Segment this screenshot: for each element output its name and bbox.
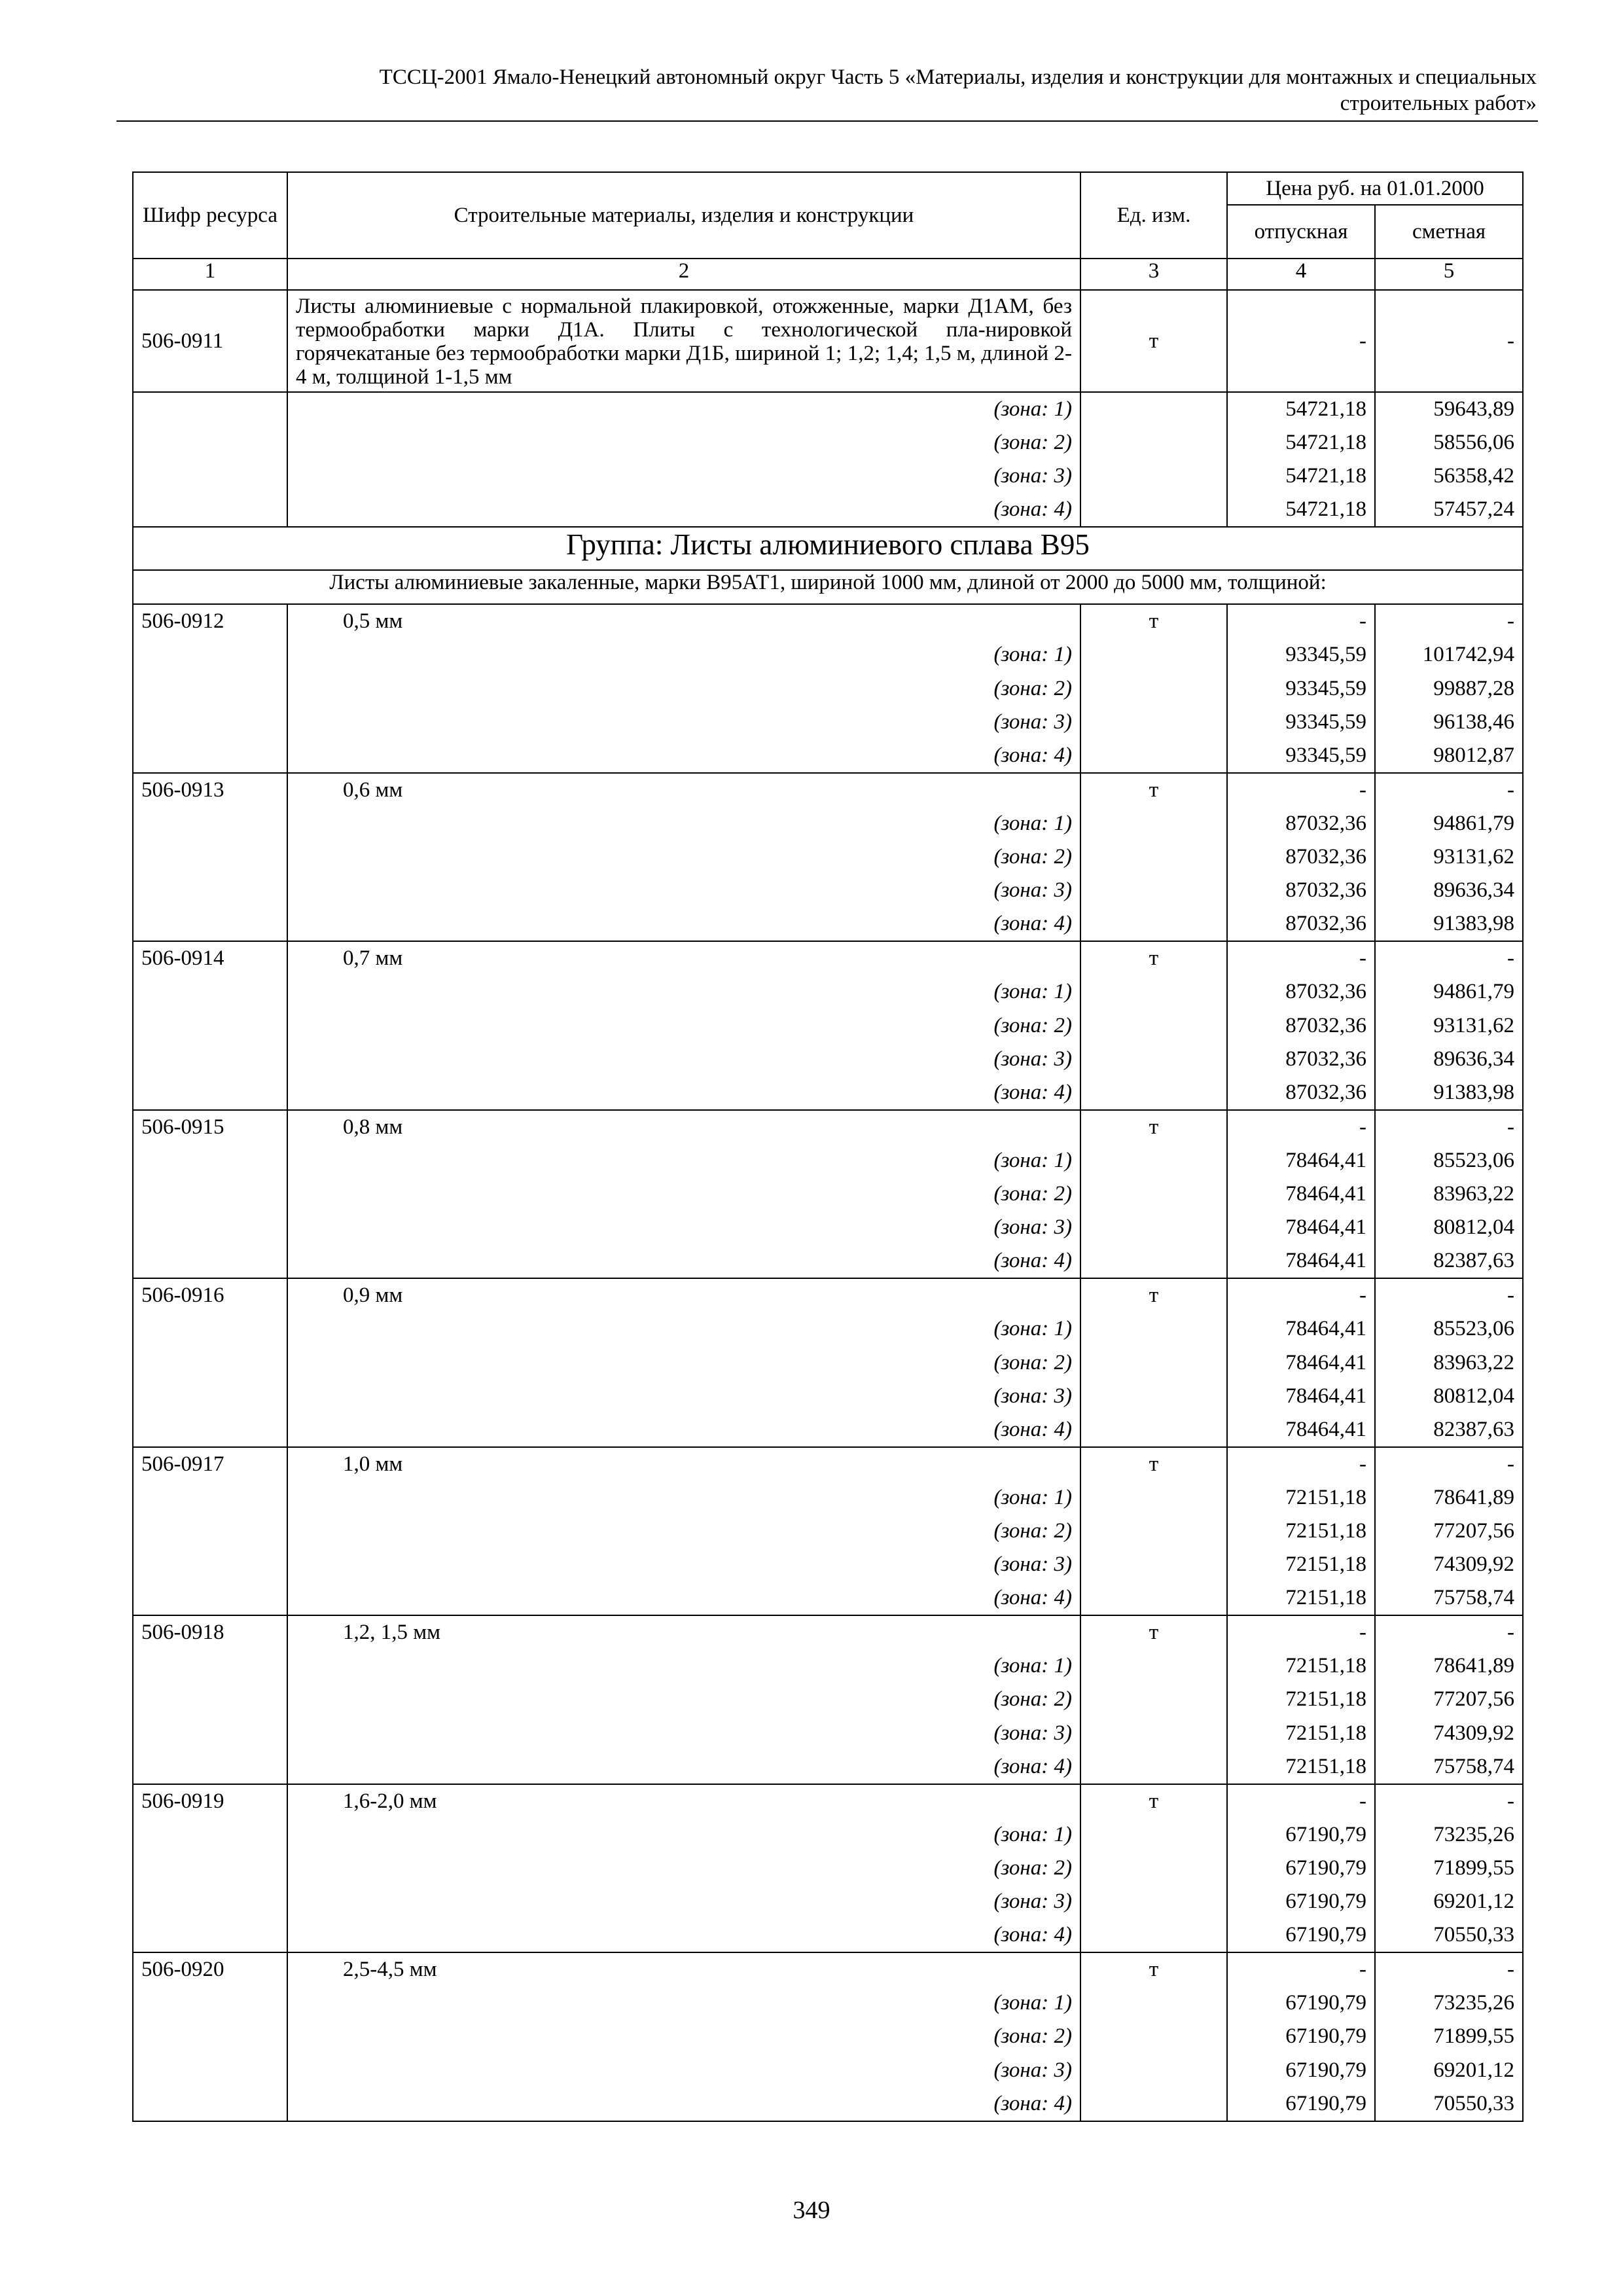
- zone-label: (зона: 2): [993, 1687, 1072, 1712]
- zone-label: (зона: 2): [993, 431, 1072, 455]
- zone-estimate-price: 70550,33: [1433, 1923, 1515, 1947]
- estimate-price: -: [1507, 946, 1515, 971]
- zone-estimate-price: 73235,26: [1433, 1991, 1515, 2015]
- zone-release-price: 93345,59: [1285, 676, 1366, 700]
- zone-release-price: 72151,18: [1285, 1721, 1366, 1745]
- column-header-price: Цена руб. на 01.01.2000: [1227, 172, 1523, 205]
- estimate-prices: [1375, 941, 1523, 1109]
- zone-estimate-price: 74309,92: [1433, 1552, 1515, 1577]
- zone-estimate-price: 80812,04: [1433, 1215, 1515, 1240]
- resource-code: 506-0912: [133, 604, 287, 772]
- zone-estimate-price: 94861,79: [1433, 811, 1515, 835]
- zone-label: (зона: 2): [993, 845, 1072, 869]
- zone-estimate-price: 75758,74: [1433, 1754, 1515, 1778]
- estimate-price: -: [1507, 1789, 1515, 1813]
- release-price: -: [1359, 946, 1366, 971]
- release-prices: [1227, 1278, 1375, 1446]
- zone-estimate-price: 85523,06: [1433, 1317, 1515, 1341]
- zone-label: (зона: 4): [993, 497, 1072, 522]
- zone-release-price: 67190,79: [1285, 1822, 1366, 1846]
- zone-label: (зона: 3): [993, 464, 1072, 488]
- table-row: [133, 773, 1523, 941]
- estimate-price: -: [1507, 1452, 1515, 1476]
- resource-code: 506-0919: [133, 1784, 287, 1952]
- material-description: 0,9 мм: [343, 1283, 403, 1308]
- release-price: -: [1359, 778, 1366, 802]
- zone-estimate-price: 78641,89: [1433, 1654, 1515, 1678]
- zone-label: (зона: 4): [993, 1754, 1072, 1778]
- release-prices: [1227, 1447, 1375, 1615]
- zone-estimate-price: 82387,63: [1433, 1417, 1515, 1441]
- table-row: [133, 1447, 1523, 1615]
- header-rule: [116, 120, 1538, 122]
- column-header-code: Шифр ресурса: [133, 172, 287, 259]
- material-description: 0,5 мм: [343, 609, 403, 634]
- zone-release-price: 67190,79: [1285, 2024, 1366, 2049]
- zone-estimate-price: 82387,63: [1433, 1249, 1515, 1273]
- zone-label: (зона: 1): [993, 1148, 1072, 1172]
- estimate-prices: [1375, 604, 1523, 772]
- resource-code: 506-0913: [133, 773, 287, 941]
- page-number: 349: [793, 2197, 830, 2224]
- unit-cell: т: [1080, 1784, 1227, 1952]
- zone-label: (зона: 1): [993, 397, 1072, 421]
- unit-cell: т: [1080, 773, 1227, 941]
- zone-estimate-price: 89636,34: [1433, 1047, 1515, 1071]
- zone-release-price: 72151,18: [1285, 1687, 1366, 1712]
- release-price: -: [1359, 1958, 1366, 1982]
- group-row: [133, 527, 1523, 570]
- zone-estimate-price: 91383,98: [1433, 912, 1515, 936]
- zone-estimate-price: 78641,89: [1433, 1485, 1515, 1509]
- zone-label: (зона: 1): [993, 643, 1072, 667]
- zone-estimate-price: 83963,22: [1433, 1182, 1515, 1206]
- estimate-price: -: [1507, 1115, 1515, 1139]
- column-number-row: [133, 259, 1523, 290]
- zone-release-price: 78464,41: [1285, 1417, 1366, 1441]
- material-cell: [287, 1278, 1080, 1446]
- zone-estimate-price: 85523,06: [1433, 1148, 1515, 1172]
- zone-release-price: 87032,36: [1285, 845, 1366, 869]
- zone-release-price: 87032,36: [1285, 811, 1366, 835]
- release-price: -: [1359, 1621, 1366, 1645]
- zone-label: (зона: 1): [993, 1317, 1072, 1341]
- zone-estimate-price: 59643,89: [1433, 397, 1515, 421]
- estimate-price: -: [1507, 1958, 1515, 1982]
- zone-release-prices: [1227, 392, 1375, 527]
- price-table: [132, 171, 1524, 2122]
- release-prices: [1227, 604, 1375, 772]
- zone-estimate-price: 58556,06: [1433, 431, 1515, 455]
- zone-label: (зона: 1): [993, 980, 1072, 1004]
- material-description: 1,2, 1,5 мм: [343, 1621, 441, 1645]
- zone-label: (зона: 4): [993, 1586, 1072, 1610]
- zone-estimate-price: 101742,94: [1422, 643, 1515, 667]
- table-row: [133, 1278, 1523, 1446]
- zone-label: (зона: 2): [993, 1013, 1072, 1037]
- estimate-prices: [1375, 1110, 1523, 1278]
- zone-label: (зона: 3): [993, 878, 1072, 903]
- resource-code: 506-0920: [133, 1952, 287, 2121]
- zone-estimate-price: 77207,56: [1433, 1518, 1515, 1543]
- header-line-1: ТССЦ-2001 Ямало-Ненецкий автономный округ Часть 5 «Материалы, изделия и конструкции для монтажных и специальных: [379, 65, 1537, 89]
- zone-estimate-price: 56358,42: [1433, 464, 1515, 488]
- estimate-prices: [1375, 1784, 1523, 1952]
- zone-label: (зона: 4): [993, 912, 1072, 936]
- column-header-estimate: сметная: [1375, 205, 1523, 259]
- resource-code: 506-0914: [133, 941, 287, 1109]
- zone-release-price: 67190,79: [1285, 1856, 1366, 1880]
- zone-estimate-price: 69201,12: [1433, 1890, 1515, 1914]
- table-row: [133, 604, 1523, 772]
- release-prices: [1227, 1110, 1375, 1278]
- estimate-price: -: [1507, 609, 1515, 634]
- zone-label: (зона: 2): [993, 676, 1072, 700]
- zone-estimate-price: 89636,34: [1433, 878, 1515, 903]
- resource-code: 506-0915: [133, 1110, 287, 1278]
- zone-release-price: 67190,79: [1285, 1923, 1366, 1947]
- zone-release-price: 87032,36: [1285, 878, 1366, 903]
- zone-release-price: 54721,18: [1285, 497, 1366, 522]
- items-body: [133, 604, 1523, 2121]
- column-header-release: отпускная: [1227, 205, 1375, 259]
- zone-release-price: 67190,79: [1285, 1991, 1366, 2015]
- zone-release-price: 78464,41: [1285, 1350, 1366, 1374]
- release-price: -: [1359, 1283, 1366, 1308]
- zone-label: (зона: 1): [993, 1822, 1072, 1846]
- release-prices: [1227, 941, 1375, 1109]
- zone-release-price: 54721,18: [1285, 464, 1366, 488]
- page-header: [116, 64, 1537, 117]
- release-price: -: [1359, 1115, 1366, 1139]
- zone-estimate-price: 77207,56: [1433, 1687, 1515, 1712]
- zone-release-price: 87032,36: [1285, 1013, 1366, 1037]
- column-number: 3: [1080, 259, 1227, 290]
- zone-estimate-price: 93131,62: [1433, 845, 1515, 869]
- estimate-prices: [1375, 1952, 1523, 2121]
- column-header-name: Строительные материалы, изделия и конструкции: [287, 172, 1080, 259]
- zone-estimate-price: 71899,55: [1433, 2024, 1515, 2049]
- zone-label: (зона: 4): [993, 1080, 1072, 1104]
- material-cell: [287, 1784, 1080, 1952]
- group-subtitle: Листы алюминиевые закаленные, марки В95АТ1, шириной 1000 мм, длиной от 2000 до 5000 мм, толщиной:: [133, 570, 1523, 604]
- release-price: -: [1359, 1452, 1366, 1476]
- zone-label: (зона: 1): [993, 1485, 1072, 1509]
- zone-release-price: 54721,18: [1285, 397, 1366, 421]
- table-row: [133, 290, 1523, 392]
- zone-release-price: 78464,41: [1285, 1182, 1366, 1206]
- zone-estimate-price: 98012,87: [1433, 743, 1515, 767]
- zone-label: (зона: 1): [993, 1654, 1072, 1678]
- zone-estimate-price: 73235,26: [1433, 1822, 1515, 1846]
- zone-label: (зона: 3): [993, 1384, 1072, 1408]
- zone-release-price: 93345,59: [1285, 743, 1366, 767]
- release-prices: [1227, 1615, 1375, 1784]
- zone-label: (зона: 3): [993, 2058, 1072, 2082]
- header-line-2: строительных работ»: [1340, 92, 1537, 115]
- material-cell: [287, 1110, 1080, 1278]
- zone-label: (зона: 2): [993, 1856, 1072, 1880]
- column-header-unit: Ед. изм.: [1080, 172, 1227, 259]
- zone-label: (зона: 2): [993, 1182, 1072, 1206]
- zone-label: (зона: 3): [993, 1215, 1072, 1240]
- zone-release-price: 72151,18: [1285, 1518, 1366, 1543]
- estimate-price: -: [1507, 1621, 1515, 1645]
- zone-label: (зона: 3): [993, 1890, 1072, 1914]
- resource-code: 506-0917: [133, 1447, 287, 1615]
- estimate-prices: [1375, 1278, 1523, 1446]
- zone-label: (зона: 1): [993, 1991, 1072, 2015]
- zone-release-price: 72151,18: [1285, 1586, 1366, 1610]
- material-description: 0,8 мм: [343, 1115, 403, 1139]
- table-row: [133, 1784, 1523, 1952]
- zone-release-price: 87032,36: [1285, 980, 1366, 1004]
- estimate-prices: [1375, 1615, 1523, 1784]
- zone-label: (зона: 3): [993, 1721, 1072, 1745]
- zone-label: (зона: 1): [993, 811, 1072, 835]
- release-prices: [1227, 1784, 1375, 1952]
- zone-label: (зона: 4): [993, 1923, 1072, 1947]
- zone-rows: [133, 392, 1523, 527]
- material-cell: [287, 941, 1080, 1109]
- unit-cell: т: [1080, 290, 1227, 392]
- release-prices: [1227, 1952, 1375, 2121]
- zone-estimate-price: 57457,24: [1433, 497, 1515, 522]
- resource-code: 506-0916: [133, 1278, 287, 1446]
- unit-cell: т: [1080, 1447, 1227, 1615]
- table-row: [133, 941, 1523, 1109]
- zone-release-price: 78464,41: [1285, 1148, 1366, 1172]
- column-number: 4: [1227, 259, 1375, 290]
- zone-release-price: 87032,36: [1285, 1047, 1366, 1071]
- zone-estimate-price: 93131,62: [1433, 1013, 1515, 1037]
- zone-estimate-price: 80812,04: [1433, 1384, 1515, 1408]
- zone-release-price: 87032,36: [1285, 912, 1366, 936]
- material-description: 1,6-2,0 мм: [343, 1789, 437, 1813]
- zone-label: (зона: 4): [993, 1249, 1072, 1273]
- zone-release-price: 87032,36: [1285, 1080, 1366, 1104]
- material-cell: [287, 773, 1080, 941]
- zone-release-price: 67190,79: [1285, 2091, 1366, 2115]
- material-cell: [287, 1447, 1080, 1615]
- release-price: -: [1227, 290, 1375, 392]
- resource-code: 506-0911: [133, 290, 287, 392]
- unit-cell: т: [1080, 1278, 1227, 1446]
- zone-estimate-price: 99887,28: [1433, 676, 1515, 700]
- material-description: 0,7 мм: [343, 946, 403, 971]
- zone-release-price: 72151,18: [1285, 1485, 1366, 1509]
- release-price: -: [1359, 609, 1366, 634]
- zone-estimate-price: 70550,33: [1433, 2091, 1515, 2115]
- material-cell: [287, 604, 1080, 772]
- table-row: [133, 1952, 1523, 2121]
- zone-release-price: 72151,18: [1285, 1654, 1366, 1678]
- zone-release-price: 54721,18: [1285, 431, 1366, 455]
- zone-release-price: 67190,79: [1285, 1890, 1366, 1914]
- zone-release-price: 78464,41: [1285, 1249, 1366, 1273]
- material-cell: [287, 1952, 1080, 2121]
- zone-label: (зона: 2): [993, 1518, 1072, 1543]
- material-description: 0,6 мм: [343, 778, 403, 802]
- unit-cell: т: [1080, 1615, 1227, 1784]
- zone-label: (зона: 4): [993, 1417, 1072, 1441]
- estimate-price: -: [1375, 290, 1523, 392]
- zone-estimate-price: 74309,92: [1433, 1721, 1515, 1745]
- unit-cell: т: [1080, 1952, 1227, 2121]
- zone-release-price: 72151,18: [1285, 1552, 1366, 1577]
- material-description: 1,0 мм: [343, 1452, 403, 1476]
- zone-labels: [287, 392, 1080, 527]
- zone-label: (зона: 3): [993, 1047, 1072, 1071]
- unit-cell: т: [1080, 604, 1227, 772]
- zone-label: (зона: 4): [993, 2091, 1072, 2115]
- zone-release-price: 93345,59: [1285, 643, 1366, 667]
- zone-release-price: 72151,18: [1285, 1754, 1366, 1778]
- zone-release-price: 78464,41: [1285, 1317, 1366, 1341]
- table-row: [133, 1615, 1523, 1784]
- unit-cell: т: [1080, 941, 1227, 1109]
- unit-cell: т: [1080, 1110, 1227, 1278]
- zone-label: (зона: 3): [993, 709, 1072, 734]
- release-prices: [1227, 773, 1375, 941]
- zone-label: (зона: 2): [993, 2024, 1072, 2049]
- material-description: 2,5-4,5 мм: [343, 1958, 437, 1982]
- material-description: Листы алюминиевые с нормальной плакировкой, отожженные, марки Д1АМ, без термообработки марки Д1А. Плиты с технологической пла-нировкой горячекатаные без термообработки марки Д1Б, шириной 1; 1,2; 1,4; 1,5 м, длиной 2-4 м, толщиной 1-1,5 мм: [287, 290, 1080, 392]
- zone-label: (зона: 4): [993, 743, 1072, 767]
- zone-release-price: 78464,41: [1285, 1215, 1366, 1240]
- zone-label: (зона: 2): [993, 1350, 1072, 1374]
- estimate-price: -: [1507, 778, 1515, 802]
- group-title: Группа: Листы алюминиевого сплава В95: [133, 527, 1523, 570]
- column-number: 5: [1375, 259, 1523, 290]
- estimate-prices: [1375, 773, 1523, 941]
- zone-estimate-price: 83963,22: [1433, 1350, 1515, 1374]
- estimate-prices: [1375, 1447, 1523, 1615]
- release-price: -: [1359, 1789, 1366, 1813]
- resource-code: 506-0918: [133, 1615, 287, 1784]
- zone-release-price: 67190,79: [1285, 2058, 1366, 2082]
- zone-estimate-price: 94861,79: [1433, 980, 1515, 1004]
- zone-estimate-price: 71899,55: [1433, 1856, 1515, 1880]
- zone-estimate-prices: [1375, 392, 1523, 527]
- column-number: 1: [133, 259, 287, 290]
- subgroup-row: [133, 570, 1523, 604]
- zone-estimate-price: 91383,98: [1433, 1080, 1515, 1104]
- zone-estimate-price: 96138,46: [1433, 709, 1515, 734]
- estimate-price: -: [1507, 1283, 1515, 1308]
- zone-estimate-price: 69201,12: [1433, 2058, 1515, 2082]
- material-cell: [287, 1615, 1080, 1784]
- column-number: 2: [287, 259, 1080, 290]
- zone-release-price: 93345,59: [1285, 709, 1366, 734]
- zone-label: (зона: 3): [993, 1552, 1072, 1577]
- zone-release-price: 78464,41: [1285, 1384, 1366, 1408]
- table-row: [133, 1110, 1523, 1278]
- zone-estimate-price: 75758,74: [1433, 1586, 1515, 1610]
